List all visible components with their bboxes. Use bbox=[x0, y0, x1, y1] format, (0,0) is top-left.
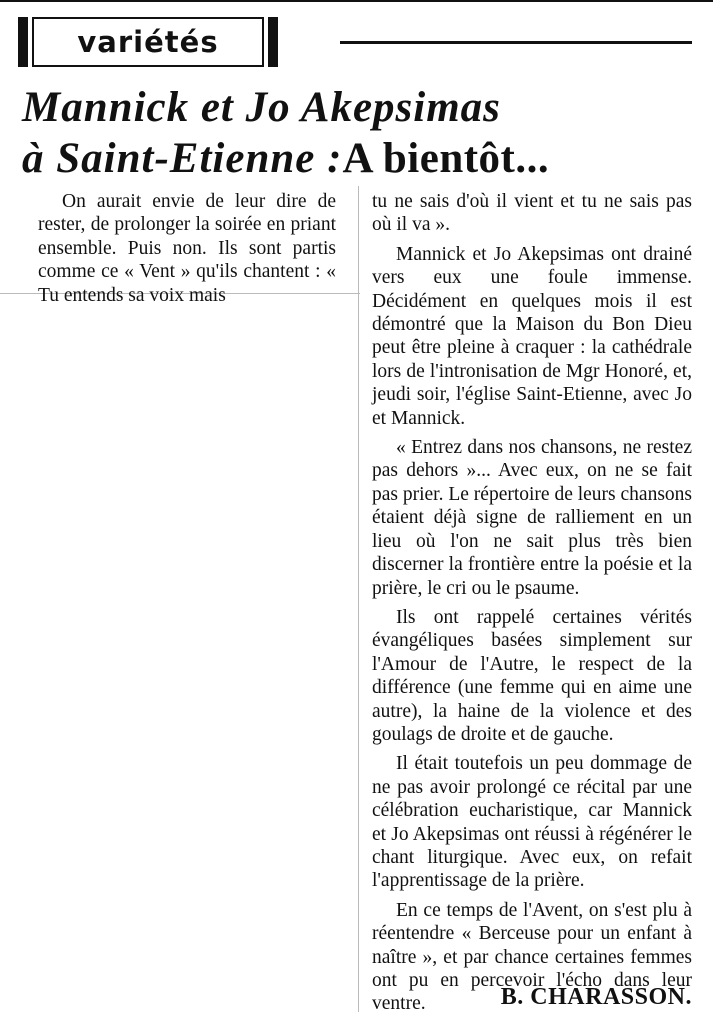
paragraph-5: Il était toutefois un peu dommage de ne pas avoir prolongé ce récital par une célébration eucharistique, car Mannick et Jo Akepsimas ont réussi à régénérer le chant liturgique. Avec eux, on refait l'apprentissage de la prière. bbox=[372, 753, 692, 892]
article-column-1 bbox=[38, 190, 336, 313]
paragraph-1-continued: tu ne sais d'où il vient et tu ne sais pas où il va ». bbox=[372, 191, 692, 236]
paragraph-3: « Entrez dans nos chansons, ne restez pas dehors »... Avec eux, on ne se fait pas prier. Le répertoire de leurs chansons étaient déjà signe de ralliement en un lieu où l'on ne sait plus très bien discerner la frontière entre la poésie et la prière, le cri ou le psaume. bbox=[372, 437, 692, 599]
paragraph-2: Mannick et Jo Akepsimas ont drainé vers eux une foule immense. Décidément en quelques mois il est démontré que la Maison du Bon Dieu peut être pleine à craquer : la cathédrale lors de l'intronisation de Mgr Honoré, et, jeudi soir, l'église Saint-Etienne, avec Jo et Mannick. bbox=[372, 243, 692, 429]
headline bbox=[22, 82, 702, 184]
headline-line-2 bbox=[22, 133, 702, 184]
rubric-bar-left bbox=[18, 17, 28, 67]
article-column-2 bbox=[372, 190, 692, 1022]
paragraph-4: Ils ont rappelé certaines vérités évangéliques basées simplement sur l'Amour de l'Autre, le respect de la différence (une femme qui en aime une autre), la haine de la violence et des goulags de droite et de gauche. bbox=[372, 606, 692, 745]
headline-tagline: A bientôt... bbox=[342, 135, 550, 182]
rubric-label: variétés bbox=[32, 17, 264, 67]
rubric-rule bbox=[340, 41, 692, 44]
section-rubric bbox=[18, 17, 343, 67]
column-divider bbox=[358, 186, 359, 1012]
top-border bbox=[0, 0, 713, 2]
paragraph-1: On aurait envie de leur dire de rester, de prolonger la soirée en priant ensemble. Puis non. Ils sont partis comme ce « Vent » qu'ils chantent : « Tu entends sa voix mais bbox=[38, 191, 336, 306]
author-byline: B. CHARASSON. bbox=[500, 984, 692, 1010]
headline-place: à Saint-Etienne : bbox=[22, 135, 343, 182]
paragraph-6: En ce temps de l'Avent, on s'est plu à réentendre « Berceuse pour un enfant à naître », et par chance certaines femmes ont pu en percevoir l'écho dans leur ventre. bbox=[372, 899, 692, 1015]
headline-line-1: Mannick et Jo Akepsimas bbox=[22, 84, 501, 131]
rubric-bar-right bbox=[268, 17, 278, 67]
